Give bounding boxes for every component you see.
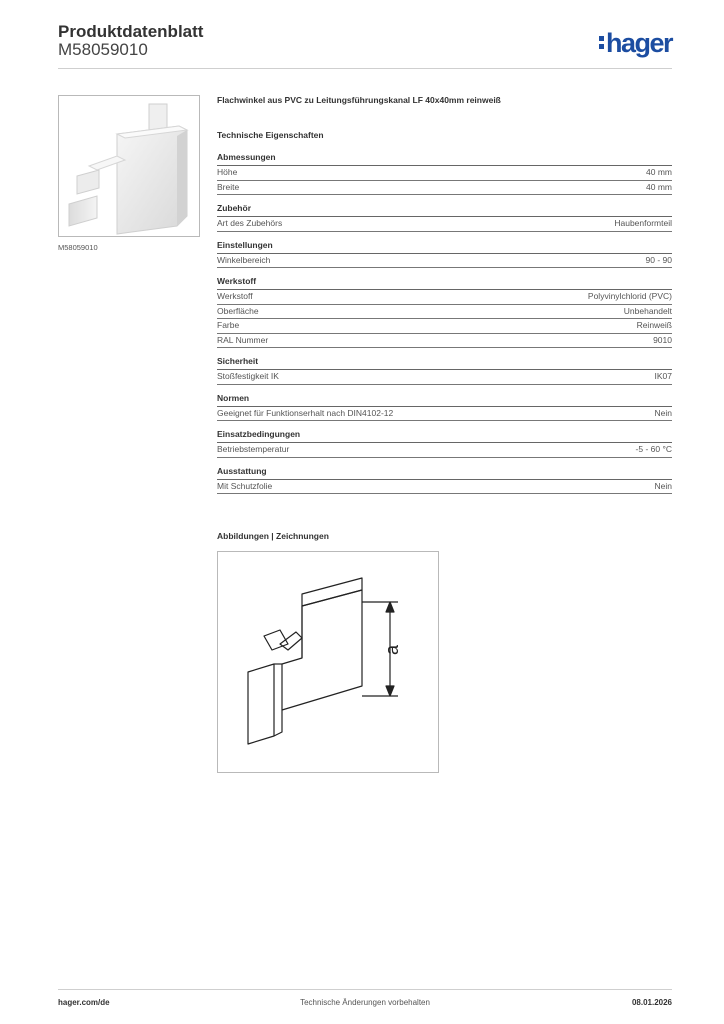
- spec-value: Unbehandelt: [623, 305, 672, 316]
- product-description: Flachwinkel aus PVC zu Leitungsführungskanal LF 40x40mm reinweiß: [217, 95, 501, 105]
- spec-section: [217, 429, 672, 458]
- flat-angle-line-drawing: [218, 552, 438, 772]
- spec-row: [217, 166, 672, 181]
- spec-label: Betriebstemperatur: [217, 444, 290, 454]
- footer-notice: Technische Änderungen vorbehalten: [300, 998, 430, 1007]
- spec-label: Breite: [217, 181, 240, 192]
- drawings-title: Abbildungen | Zeichnungen: [217, 531, 329, 541]
- spec-value: Reinweiß: [636, 320, 672, 330]
- page-header: [58, 22, 672, 68]
- spec-row: [217, 407, 672, 422]
- spec-row: [217, 443, 672, 458]
- section-title: Einsatzbedingungen: [217, 429, 672, 443]
- footer-date: 08.01.2026: [631, 998, 672, 1007]
- spec-section: [217, 152, 672, 195]
- section-title: Abmessungen: [217, 152, 672, 166]
- spec-row: [217, 254, 672, 269]
- section-title: Zubehör: [217, 203, 672, 217]
- spec-sections: [217, 152, 672, 494]
- hager-logo[interactable]: [599, 28, 672, 59]
- section-title: Werkstoff: [217, 276, 672, 290]
- spec-section: [217, 276, 672, 348]
- spec-row: [217, 370, 672, 385]
- section-title: Sicherheit: [217, 356, 672, 370]
- spec-value: Nein: [654, 480, 672, 491]
- spec-section: [217, 356, 672, 385]
- spec-value: 9010: [653, 334, 672, 345]
- footer-divider: [58, 989, 672, 990]
- spec-value: 90 - 90: [645, 254, 672, 265]
- section-title: Normen: [217, 393, 672, 407]
- spec-row: [217, 305, 672, 320]
- spec-value: IK07: [654, 371, 672, 381]
- spec-value: Haubenformteil: [614, 218, 672, 228]
- page-title: Produktdatenblatt: [58, 22, 204, 41]
- spec-value: 40 mm: [646, 167, 672, 177]
- spec-label: Oberfläche: [217, 305, 259, 316]
- flat-angle-photo-illustration: [59, 96, 199, 236]
- section-title: Ausstattung: [217, 466, 672, 480]
- spec-row: [217, 319, 672, 334]
- dimension-label: a: [382, 644, 402, 656]
- product-code: M58059010: [58, 40, 148, 59]
- footer-website-link[interactable]: hager.com/de: [58, 998, 110, 1007]
- spec-label: Mit Schutzfolie: [217, 480, 273, 491]
- technical-drawing: [217, 551, 439, 773]
- spec-section: [217, 203, 672, 232]
- spec-label: Art des Zubehörs: [217, 218, 283, 228]
- spec-label: Werkstoff: [217, 291, 253, 301]
- spec-content: [217, 95, 672, 494]
- spec-value: 40 mm: [646, 181, 672, 192]
- tech-properties-title: Technische Eigenschaften: [217, 130, 324, 140]
- logo-text: hager: [605, 28, 672, 58]
- spec-value: Nein: [654, 407, 672, 418]
- spec-section: [217, 466, 672, 495]
- spec-row: [217, 217, 672, 232]
- spec-label: RAL Nummer: [217, 334, 269, 345]
- spec-row: [217, 334, 672, 349]
- spec-row: [217, 480, 672, 495]
- spec-value: Polyvinylchlorid (PVC): [587, 291, 672, 301]
- spec-label: Farbe: [217, 320, 240, 330]
- spec-section: [217, 393, 672, 422]
- product-photo: [58, 95, 200, 237]
- spec-label: Geeignet für Funktionserhalt nach DIN4102-12: [217, 407, 394, 418]
- spec-value: -5 - 60 °C: [635, 444, 672, 454]
- header-divider: [58, 68, 672, 69]
- photo-caption: M58059010: [58, 243, 98, 252]
- spec-label: Winkelbereich: [217, 254, 271, 265]
- spec-row: [217, 290, 672, 305]
- spec-section: [217, 240, 672, 269]
- section-title: Einstellungen: [217, 240, 672, 254]
- spec-row: [217, 181, 672, 196]
- logo-dots-icon: [599, 33, 605, 51]
- spec-label: Stoßfestigkeit IK: [217, 371, 279, 381]
- spec-label: Höhe: [217, 167, 238, 177]
